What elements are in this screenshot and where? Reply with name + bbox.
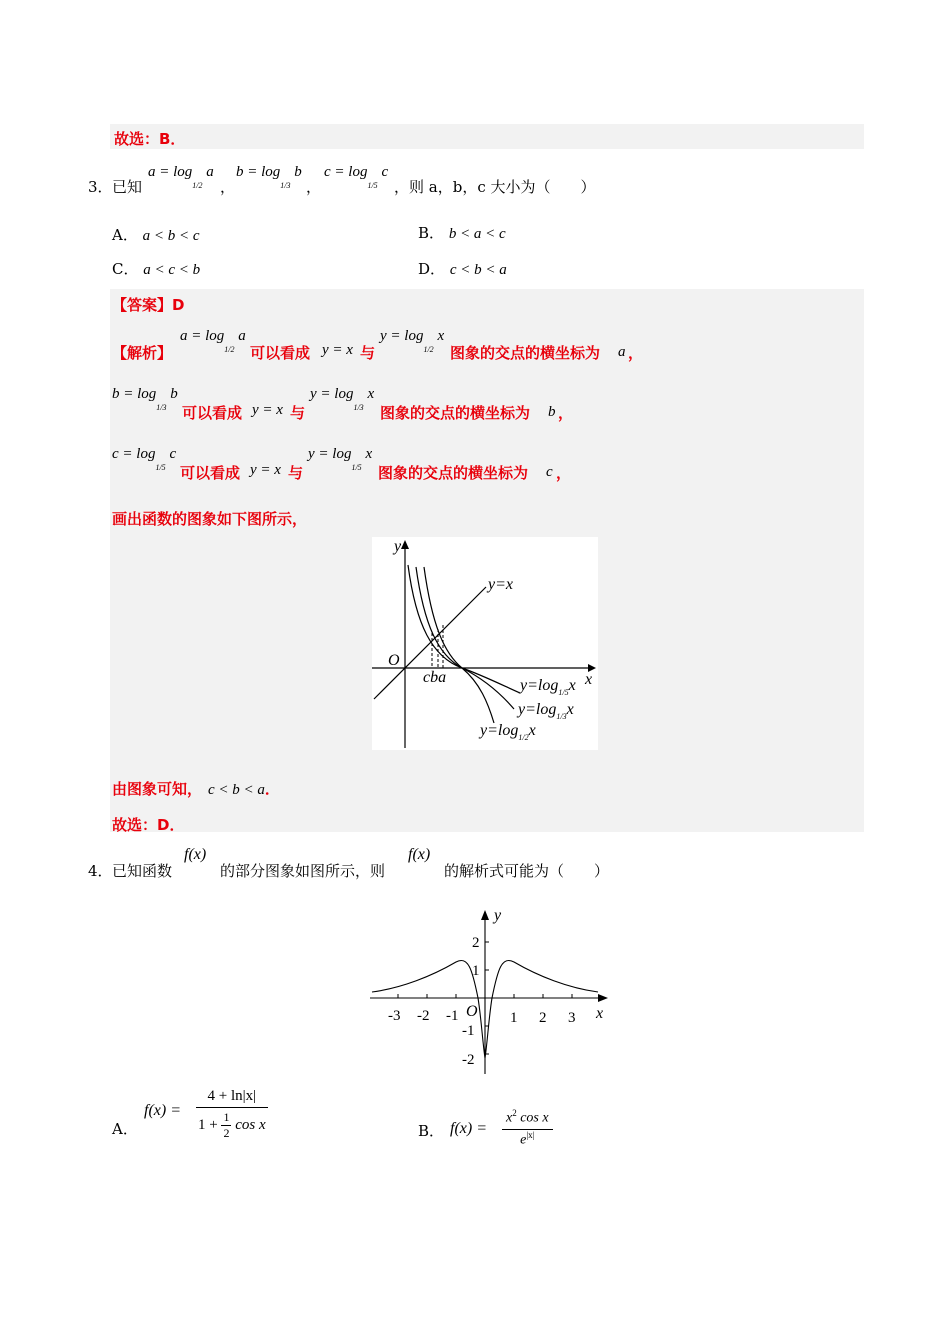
q3-intro: 已知 — [112, 178, 143, 196]
q3-curve-label-1: $y=\log_{1/5}x$ — [520, 677, 576, 697]
q4-x-label: x — [596, 1005, 604, 1022]
q3-draw-text: 画出函数的图象如下图所示， — [112, 510, 308, 528]
q3-tail: ，则 a，b，c 大小为（ ） — [394, 178, 596, 196]
q3-graph-svg — [372, 537, 598, 750]
q3-graph — [372, 537, 598, 750]
prev-answer-box — [110, 124, 864, 149]
q3-option-a[interactable]: A． a < b < c — [112, 226, 200, 244]
q3-expr-b: $b = \log_{1/3} b$ — [236, 164, 302, 190]
q4-y-label: y — [494, 907, 502, 924]
q4-ytick-label-m2: -2 — [462, 1052, 475, 1068]
q3-origin-label: O — [388, 652, 400, 669]
q3-analysis-line-1: 【解析】 $a = \log_{1/2} a$ 可以看成 y = x 与 $y = \log_{1/2} x$ 图象的交点的横坐标为 a ， — [112, 328, 644, 362]
q3-line-label: y=x — [488, 576, 513, 593]
q4-stem: 4． 已知函数 f(x) 的部分图象如图所示，则 f(x) 的解析式可能为（ ） — [88, 846, 610, 880]
q3-curve-log-half — [424, 567, 494, 723]
q4-ytick-label-2: 2 — [472, 935, 480, 951]
q3-curve-label-2: $y=\log_{1/3}x$ — [518, 701, 574, 721]
q3-x-label: x — [585, 671, 593, 688]
q4-graph — [362, 906, 612, 1078]
q4-option-b[interactable]: B． f(x) = $\frac{x^2 \cos x}{e^{|x|}}$ — [418, 1108, 618, 1158]
q3-number: 3． — [88, 178, 113, 196]
q4-ytick-label-1: 1 — [472, 963, 480, 979]
q3-option-c[interactable]: C． a < c < b — [112, 260, 201, 278]
q3-point-labels: cba — [423, 669, 447, 686]
q4-option-a[interactable]: A． f(x) = 4 + ln|x| 1 + $\frac{1}{2}$ cos x — [112, 1088, 266, 1140]
q3-final: 故选：D． — [112, 816, 185, 834]
q4-xtick-label-2: 2 — [539, 1010, 547, 1026]
q3-option-b[interactable]: B． b < a < c — [418, 224, 506, 242]
q4-xtick-label-3: 3 — [568, 1010, 576, 1026]
prev-answer: 故选：B． — [114, 130, 186, 148]
q3-expr-c: $c = \log_{1/5} c$ — [324, 164, 389, 190]
q4-xtick-label-m3: -3 — [388, 1008, 401, 1024]
q3-analysis-line-2: $b = \log_{1/3} b$ 可以看成 y = x 与 $y = \log_{1/3} x$ 图象的交点的横坐标为 b ， — [112, 386, 574, 422]
q4-xtick-label-m1: -1 — [446, 1008, 459, 1024]
q3-y-label: y — [394, 538, 402, 555]
q3-curve-label-3: $y=\log_{1/2}x$ — [480, 722, 536, 742]
q4-graph-svg — [362, 906, 612, 1078]
q4-ytick-label-m1: -1 — [462, 1023, 475, 1039]
q3-answer: 【答案】D — [112, 296, 185, 314]
q4-xtick-label-m2: -2 — [417, 1008, 430, 1024]
q3-option-d[interactable]: D． c < b < a — [418, 260, 507, 278]
q3-conclusion: 由图象可知， c < b < a． — [112, 780, 280, 798]
q3-y-arrow — [401, 540, 409, 549]
q4-origin-label: O — [466, 1003, 478, 1020]
q4-y-arrow — [481, 910, 489, 920]
q3-expr-a: $a = \log_{1/2} a$ — [148, 164, 214, 190]
q4-x-arrow — [598, 994, 608, 1002]
q3-analysis-line-3: $c = \log_{1/5} c$ 可以看成 y = x 与 $y = \log_{1/5} x$ 图象的交点的横坐标为 c ， — [112, 446, 572, 482]
q4-xtick-label-1: 1 — [510, 1010, 518, 1026]
